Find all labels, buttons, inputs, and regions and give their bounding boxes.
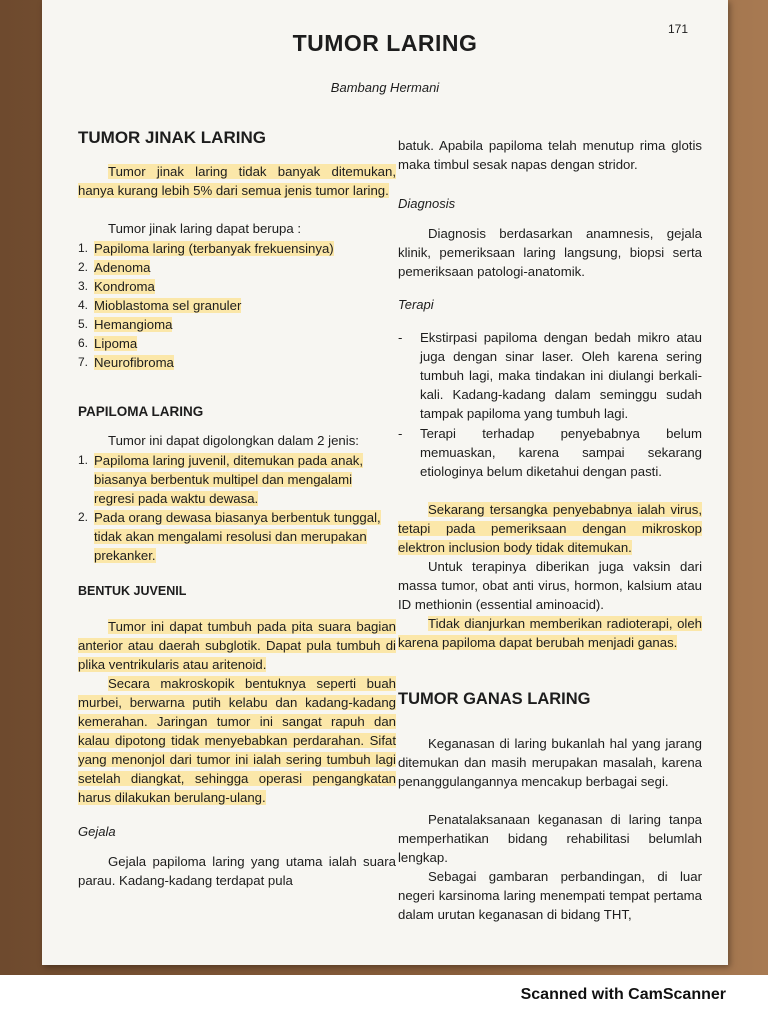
- page-number: 171: [667, 22, 688, 36]
- list-item-text: Adenoma: [94, 260, 151, 275]
- list-item-number: -: [398, 426, 403, 441]
- list-item: [78, 315, 396, 334]
- list-item-number: -: [398, 330, 403, 345]
- list-item-number: 3.: [78, 279, 89, 293]
- paragraph-jinak-intro: Tumor jinak laring tidak banyak ditemukan, hanya kurang lebih 5% dari semua jenis tumor laring.: [78, 164, 396, 198]
- paragraph-perbandingan: Sebagai gambaran perbandingan, di luar negeri karsinoma laring menempati tempat pertama dalam urutan keganasan di bidang THT,: [398, 869, 702, 922]
- heading-bentuk-juvenil: BENTUK JUVENIL: [78, 584, 187, 598]
- book-page: [42, 0, 728, 965]
- heading-papiloma-laring: PAPILOMA LARING: [78, 404, 204, 419]
- list-item: [78, 239, 396, 258]
- list-item-number: 6.: [78, 336, 89, 350]
- paragraph-vaksin: Untuk terapinya diberikan juga vaksin dari massa tumor, obat anti virus, hormon, kalsium atau ID methionin (essential aminoacid).: [398, 559, 702, 612]
- paragraph-juvenil-lokasi: Tumor ini dapat tumbuh pada pita suara bagian anterior atau daerah subglotik. Dapat pula tumbuh di plika ventrikularis atau aritenoid.: [78, 619, 396, 672]
- list-item-text: Terapi terhadap penyebabnya belum memuaskan, karena sampai sekarang etiologinya belum diketahui dengan pasti.: [420, 426, 702, 479]
- paragraph-penatalaksanaan: Penatalaksanaan keganasan di laring tanpa memperhatikan bidang rehabilitasi belumlah lengkap.: [398, 812, 702, 865]
- list-item-number: 7.: [78, 355, 89, 369]
- list-item-number: 1.: [78, 453, 89, 467]
- paragraph-papiloma-jenis: Tumor ini dapat digolongkan dalam 2 jenis:: [108, 433, 359, 448]
- list-item-number: 2.: [78, 260, 89, 274]
- list-item: [78, 508, 396, 565]
- list-item-text: Hemangioma: [94, 317, 173, 332]
- heading-terapi: Terapi: [398, 297, 434, 312]
- list-item: [78, 277, 396, 296]
- list-item-text: Papiloma laring (terbanyak frekuensinya): [94, 241, 334, 256]
- paragraph-keganasan: Keganasan di laring bukanlah hal yang jarang ditemukan dan masih merupakan masalah, karena penanggulangannya mencakup berbagai segi.: [398, 736, 702, 789]
- chapter-author: Bambang Hermani: [330, 80, 440, 95]
- list-terapi: [398, 328, 702, 482]
- heading-diagnosis: Diagnosis: [398, 196, 456, 211]
- camscanner-watermark: Scanned with CamScanner: [520, 986, 726, 1003]
- paragraph-juvenil-makroskopik: Secara makroskopik bentuknya seperti buah murbei, berwarna putih kelabu dan kadang-kadang kemerahan. Jaringan tumor ini sangat rapuh dan kalau dipotong tidak menyebabkan perdarahan. Sifat yang menonjol dari tumor ini ialah sering tumbuh lagi setelah diangkat, sehingga operasi pengangkatan harus dilakukan berulang-ulang.: [78, 676, 396, 805]
- list-item: [78, 258, 396, 277]
- paragraph-batuk: batuk. Apabila papiloma telah menutup rima glotis maka timbul sesak napas dengan stridor.: [398, 138, 702, 172]
- list-item-text: Mioblastoma sel granuler: [94, 298, 242, 313]
- list-tumor-jinak: [78, 239, 396, 372]
- list-item-number: 1.: [78, 241, 89, 255]
- list-item: [78, 296, 396, 315]
- list-item-text: Ekstirpasi papiloma dengan bedah mikro atau juga dengan sinar laser. Oleh karena sering tumbuh lagi, maka tindakan ini diulangi berkali-kali. Kadang-kadang dalam seminggu sudah tampak papiloma yang tumbuh lagi.: [420, 330, 702, 421]
- heading-tumor-jinak: TUMOR JINAK LARING: [78, 128, 266, 147]
- list-item: [78, 334, 396, 353]
- list-item-text: Lipoma: [94, 336, 138, 351]
- heading-tumor-ganas: TUMOR GANAS LARING: [398, 690, 591, 708]
- list-item: [398, 424, 702, 481]
- list-item-text: Kondroma: [94, 279, 155, 294]
- list-item-number: 4.: [78, 298, 89, 312]
- list-papiloma-jenis: [78, 451, 396, 565]
- heading-gejala: Gejala: [78, 824, 116, 839]
- paragraph-jinak-berupa: Tumor jinak laring dapat berupa :: [108, 221, 302, 236]
- list-item-text: Pada orang dewasa biasanya berbentuk tunggal, tidak akan mengalami resolusi dan merupakan prekanker.: [94, 510, 381, 563]
- paragraph-diagnosis: Diagnosis berdasarkan anamnesis, gejala klinik, pemeriksaan laring langsung, biopsi serta pemeriksaan patologi-anatomik.: [398, 226, 702, 279]
- list-item: [78, 353, 396, 372]
- list-item-text: Neurofibroma: [94, 355, 174, 370]
- list-item-number: 5.: [78, 317, 89, 331]
- paragraph-gejala: Gejala papiloma laring yang utama ialah suara parau. Kadang-kadang terdapat pula: [78, 854, 396, 888]
- list-item-text: Papiloma laring juvenil, ditemukan pada anak, biasanya berbentuk multipel dan mengalami regresi pada waktu dewasa.: [94, 453, 364, 506]
- paragraph-radioterapi: Tidak dianjurkan memberikan radioterapi, oleh karena papiloma dapat berubah menjadi ganas.: [398, 616, 702, 650]
- list-item-number: 2.: [78, 510, 89, 524]
- paragraph-penyebab: Sekarang tersangka penyebabnya ialah virus, tetapi pada pemeriksaan dengan mikroskop elektron inclusion body tidak ditemukan.: [398, 502, 702, 555]
- list-item: [398, 328, 702, 423]
- list-item: [78, 451, 396, 508]
- chapter-title: TUMOR LARING: [292, 30, 478, 56]
